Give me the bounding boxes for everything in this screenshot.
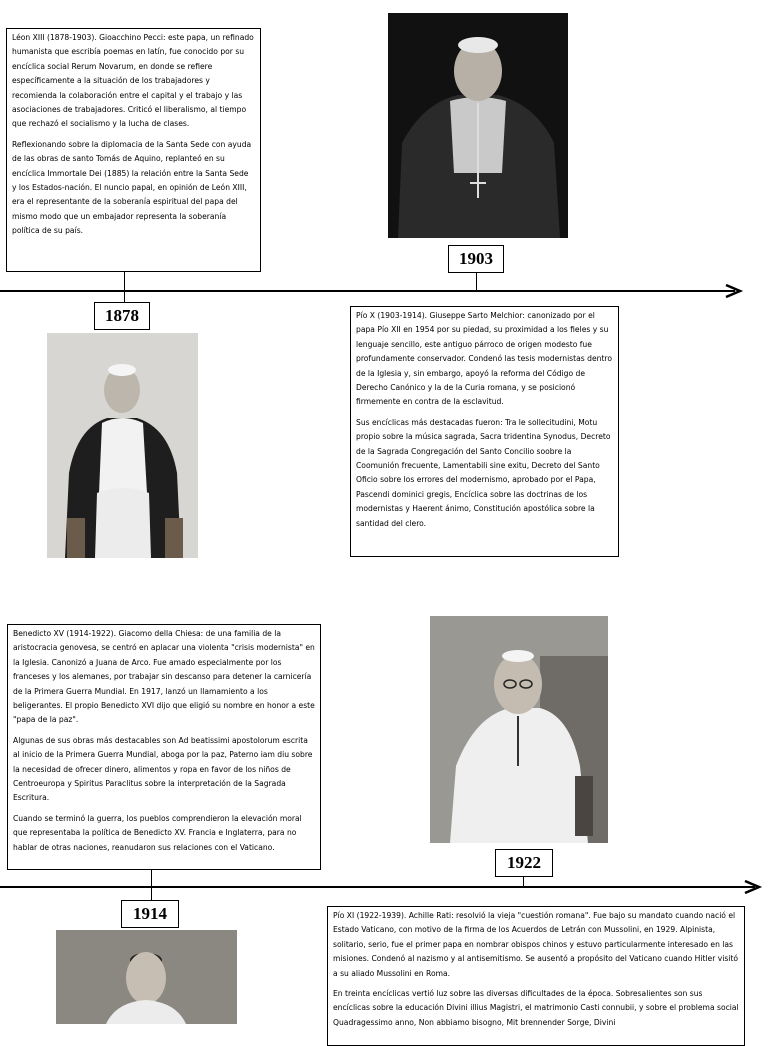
connector-1922 xyxy=(523,877,524,887)
portrait-pio-x xyxy=(388,13,568,238)
portrait-leo-xiii xyxy=(47,333,198,558)
timeline-axis-top xyxy=(0,290,735,292)
text-box-benedicto-xv xyxy=(7,624,321,870)
portrait-pio-xi xyxy=(430,616,608,843)
year-label-1914: 1914 xyxy=(121,900,179,928)
leo-paragraph-2: Reflexionando sobre la diplomacia de la Santa Sede con ayuda de las obras de santo Tomás de Aquino, replanteó en su encíclica Immortale Dei (1885) la relación entre la Santa Sede y los Estados-nación. El nuncio papal, en opinión de León XIII, era el representante de la soberanía espiritual del papa del mismo modo que un embajador representa la soberanía política de su país. xyxy=(12,139,252,236)
piox-paragraph-1: Pío X (1903-1914). Giuseppe Sarto Melchior: canonizado por el papa Pío XII en 1954 por su piedad, su proximidad a los fieles y su lenguaje sencillo, este antiguo párroco de origen modesto fue profundamente conservador. Condenó las tesis modernistas dentro de la Iglesia y, sin embargo, apoyó la reforma del Código de Derecho Canónico y la de la Curia romana, y se posicionó firmemente en contra de la esclavitud. xyxy=(356,311,613,407)
year-label-1922: 1922 xyxy=(495,849,553,877)
text-box-pio-x xyxy=(350,306,619,557)
portrait-benedicto-xv xyxy=(56,930,237,1024)
leo-paragraph-1: Léon XIII (1878-1903). Gioacchino Pecci: este papa, un refinado humanista que escribía poemas en latín, fue conocido por su encíclica social Rerum Novarum, en donde se refiere específicamente a la situación de los trabajadores y recomienda la colaboración entre el capital y el trabajo y las asociaciones de trabajadores. Criticó el liberalismo, al tiempo que rechazó el socialismo y la lucha de clases. xyxy=(12,33,254,129)
pioxi-paragraph-1: Pío XI (1922-1939). Achille Rati: resolvió la vieja "cuestión romana". Fue bajo su mandato cuando nació el Estado Vaticano, con motivo de la firma de los Acuerdos de Letrán con Mussolini, en 1929. Alpinista, solitario, serio, fue el primer papa en nombrar obispos chinos y estuvo particularmente interesado en las misiones. Condenó al nazismo y al antisemitismo. Se ausentó a propósito del Vaticano cuando Hitler visitó a su aliado Mussolini en Roma. xyxy=(333,911,739,978)
pioxi-paragraph-2: En treinta encíclicas vertió luz sobre las diversas dificultades de la época. Sobresalientes son sus encíclicas sobre la educación Divini illius Magistri, el matrimonio Casti connubii, y sobre el problema social Quadragessimo anno, Non abbiamo bisogno, Mit brennender Sorge, Divini xyxy=(333,989,739,1027)
connector-1914 xyxy=(151,870,152,900)
year-label-1903: 1903 xyxy=(448,245,504,273)
arrow-right-icon xyxy=(743,879,763,895)
text-box-pio-xi xyxy=(327,906,745,1046)
text-box-leo-xiii xyxy=(6,28,261,272)
benedicto-paragraph-3: Cuando se terminó la guerra, los pueblos comprendieron la elevación moral que representaba la política de Benedicto XV. Francia e Inglaterra, para no hablar de otras naciones, reanudaron sus relaciones con el Vaticano. xyxy=(13,813,302,852)
benedicto-paragraph-2: Algunas de sus obras más destacables son Ad beatissimi apostolorum escrita al inicio de la Primera Guerra Mundial, aboga por la paz, Paterno iam diu sobre la necesidad de ofrecer dinero, alimentos y ropa en favor de los niños de Centroeuropa y Spiritus Paraclitus sobre la interpretación de la Sagrada Escritura. xyxy=(13,735,313,803)
benedicto-paragraph-1: Benedicto XV (1914-1922). Giacomo della Chiesa: de una familia de la aristocracia genovesa, se centró en aplacar una violenta "crisis modernista" en la Iglesia. Canonizó a Juana de Arco. Fue amado especialmente por los franceses y los alemanes, por trabajar sin descanso para detener la carnicería de la Primera Guerra Mundial. En 1917, lanzó un llamamiento a los beligerantes. El propio Benedicto XVI dijo que eligió su nombre en honor a este "papa de la paz". xyxy=(13,629,315,725)
connector-1903 xyxy=(476,273,477,291)
piox-paragraph-2: Sus encíclicas más destacadas fueron: Tra le sollecitudini, Motu propio sobre la música sagrada, Sacra tridentina Synodus, Decreto de la Sagrada Congregación del Santo Concilio soobre la Coomunión frecuente, Lamentabili sine exitu, Decreto del Santo Oficio sobre los errores del modernismo, aprobado por el Papa, Pascendi dominici gregis, Encíclica sobre las doctrinas de los modernistas y Haerent ánimo, Constitución apostólica sobre la santidad del clero. xyxy=(356,417,611,528)
connector-1878 xyxy=(124,272,125,302)
arrow-right-icon xyxy=(724,283,744,299)
timeline-axis-bottom xyxy=(0,886,755,888)
year-label-1878: 1878 xyxy=(94,302,150,330)
